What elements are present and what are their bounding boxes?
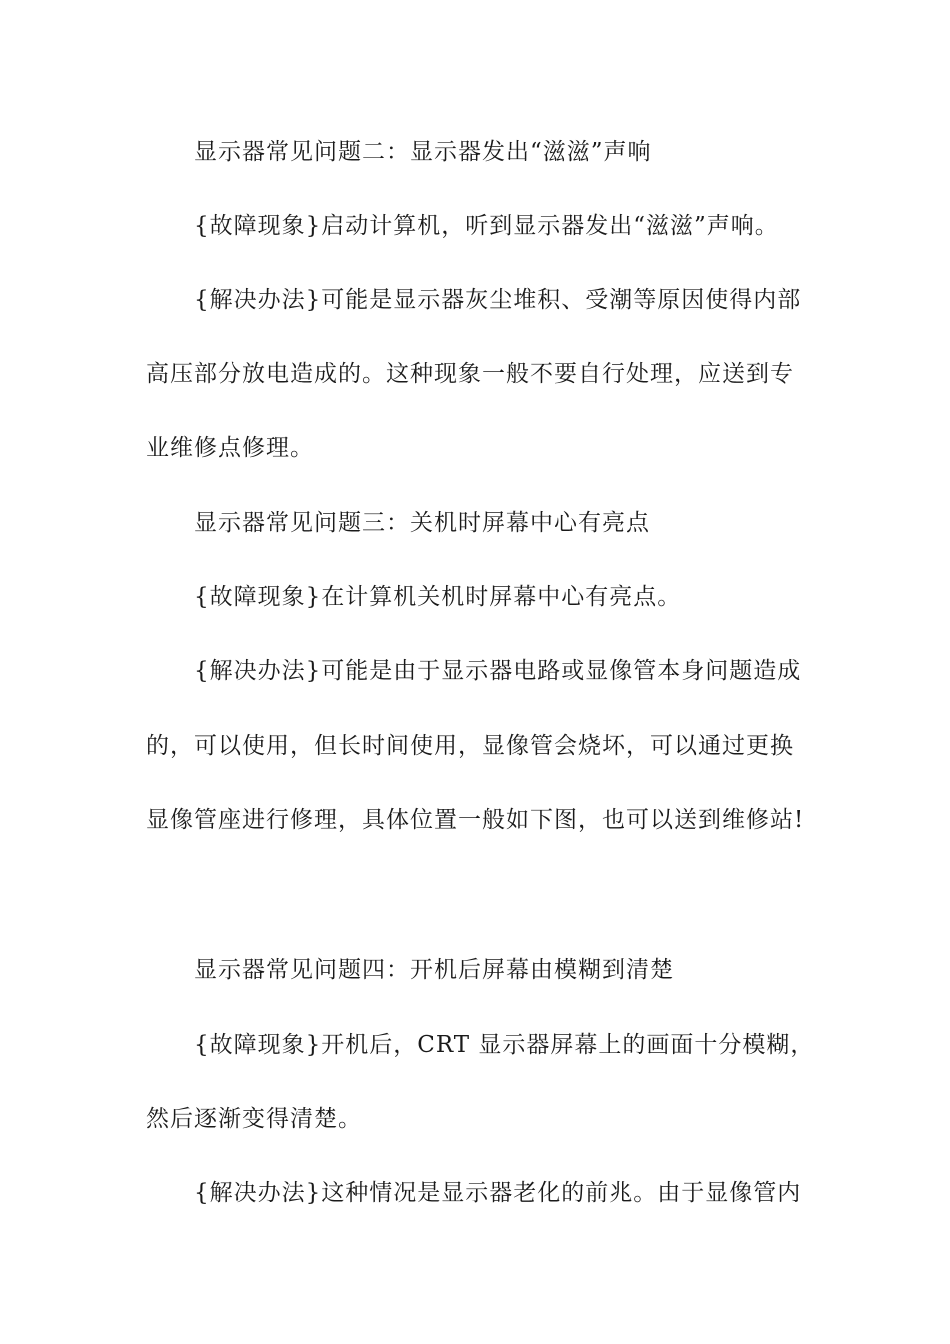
fault-symptom-text: {故障现象}启动计算机，听到显示器发出“滋滋”声响。	[194, 213, 779, 239]
heading-problem-three: 显示器常见问题三：关机时屏幕中心有亮点	[194, 510, 650, 536]
fault-symptom-text: {故障现象}开机后，CRT 显示器屏幕上的画面十分模糊，	[194, 1032, 815, 1058]
solution-text: 业维修点修理。	[146, 435, 314, 461]
solution-text: {解决办法}可能是由于显示器电路或显像管本身问题造成	[194, 658, 802, 684]
solution-text: {解决办法}这种情况是显示器老化的前兆。由于显像管内	[194, 1180, 802, 1206]
heading-problem-two: 显示器常见问题二：显示器发出“滋滋”声响	[194, 139, 652, 165]
fault-symptom-text: {故障现象}在计算机关机时屏幕中心有亮点。	[194, 584, 682, 610]
solution-text: 显像管座进行修理，具体位置一般如下图，也可以送到维修站!	[146, 807, 805, 833]
heading-problem-four: 显示器常见问题四：开机后屏幕由模糊到清楚	[194, 957, 674, 983]
solution-text: {解决办法}可能是显示器灰尘堆积、受潮等原因使得内部	[194, 287, 802, 313]
solution-text: 高压部分放电造成的。这种现象一般不要自行处理，应送到专	[146, 361, 794, 387]
solution-text: 的，可以使用，但长时间使用，显像管会烧坏，可以通过更换	[146, 733, 794, 759]
fault-symptom-text: 然后逐渐变得清楚。	[146, 1106, 362, 1132]
